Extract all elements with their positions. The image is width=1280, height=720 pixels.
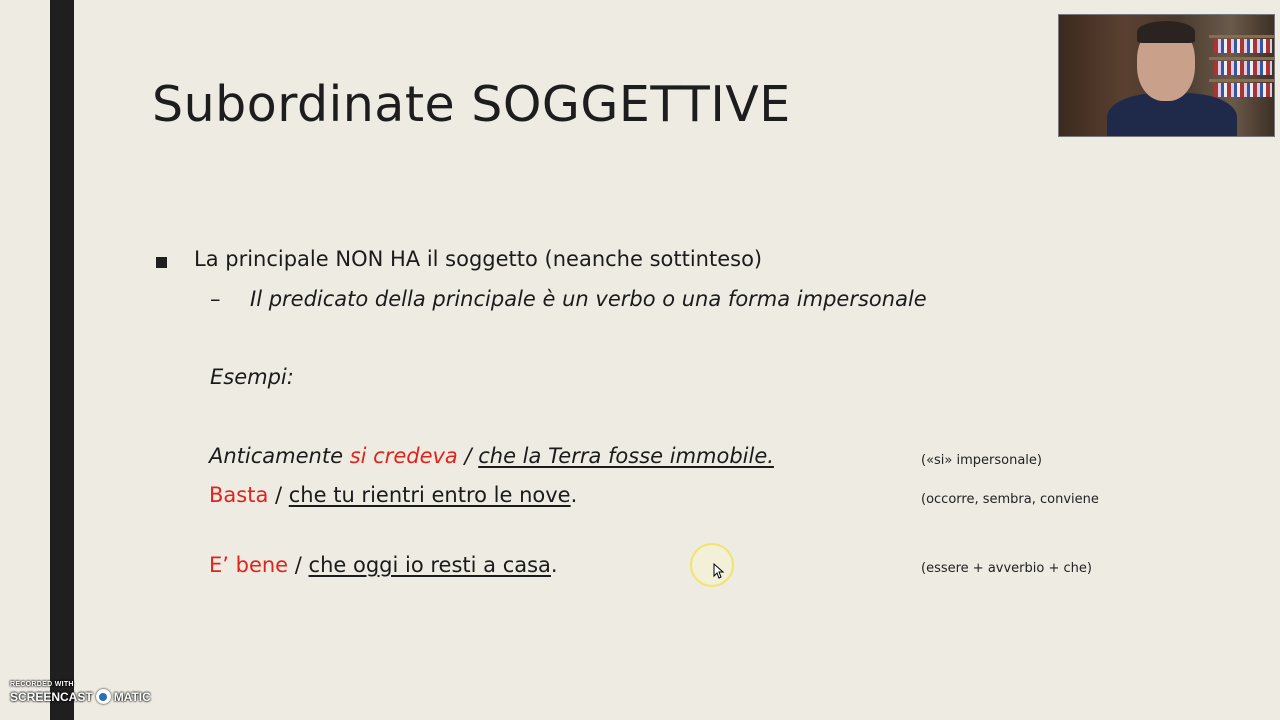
- example-3-sep: /: [288, 553, 309, 577]
- example-1-pre: Anticamente: [209, 444, 350, 468]
- cursor-highlight-ring: [690, 543, 734, 587]
- example-2-sub: che tu rientri entro le nove: [288, 483, 571, 507]
- bookshelf-shelf: [1209, 79, 1274, 82]
- bookshelf-shelf: [1209, 57, 1274, 60]
- example-3-main: E’ bene: [209, 553, 289, 577]
- example-3-note: (essere + avverbio + che): [921, 561, 1092, 576]
- bullet-principale-main: La principale NON HA il soggetto: [194, 247, 538, 271]
- sub-bullet-predicato: [210, 287, 927, 311]
- example-3: [209, 553, 558, 577]
- example-3-sub: che oggi io resti a casa: [308, 553, 551, 577]
- slide-title: Subordinate SOGGETTIVE: [152, 76, 791, 133]
- watermark-right: MATIC: [113, 689, 151, 704]
- bookshelf-books: [1214, 61, 1272, 75]
- example-1-sep: /: [457, 444, 479, 468]
- bullet-square-icon: [156, 257, 167, 268]
- mouse-pointer-icon: [713, 563, 725, 579]
- example-1-note: («si» impersonale): [921, 453, 1042, 468]
- slide-left-bar: [50, 0, 74, 720]
- example-2-note: (occorre, sembra, conviene: [921, 492, 1099, 507]
- sub-bullet-text: Il predicato della principale è un verbo o una: [250, 287, 728, 311]
- example-2-sep: /: [268, 483, 289, 507]
- example-3-post: .: [550, 553, 558, 577]
- dash-icon: –: [210, 287, 221, 311]
- presenter-hair: [1137, 21, 1195, 43]
- bookshelf-shelf: [1209, 35, 1274, 38]
- example-1-sub: che la Terra fosse immobile.: [478, 444, 774, 468]
- example-1: [209, 444, 774, 468]
- screencast-logo-icon: [96, 689, 111, 704]
- sub-bullet-emphasis: forma impersonale: [727, 287, 927, 311]
- example-1-main: si credeva: [349, 444, 458, 468]
- example-2-main: Basta: [209, 483, 269, 507]
- bookshelf-books: [1214, 83, 1272, 97]
- webcam-overlay: [1058, 14, 1275, 137]
- bullet-principale-note: (neanche sottinteso): [537, 247, 763, 271]
- esempi-label: Esempi:: [210, 365, 294, 389]
- watermark-recorded-with: RECORDED WITH: [10, 681, 74, 688]
- example-2-post: .: [570, 483, 578, 507]
- watermark-left: SCREENCAST: [10, 689, 93, 704]
- example-2: [209, 483, 577, 507]
- screencast-watermark: [10, 681, 151, 704]
- bullet-principale: [194, 247, 762, 271]
- bookshelf-books: [1214, 39, 1272, 53]
